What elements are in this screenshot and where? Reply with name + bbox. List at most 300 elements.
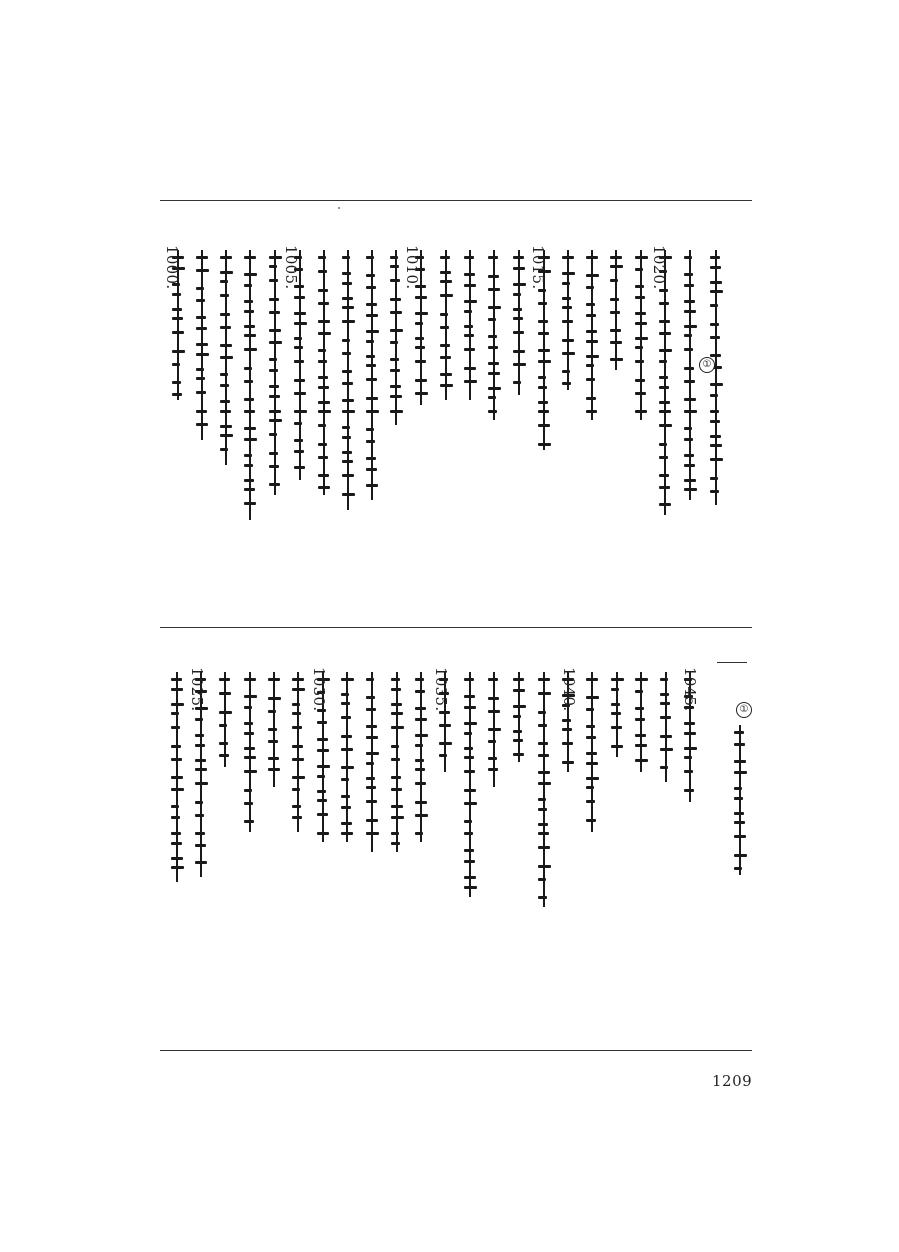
script-stroke xyxy=(513,283,526,286)
line-number-1015: 1015. xyxy=(529,245,547,290)
script-stroke xyxy=(659,349,672,352)
script-stroke xyxy=(538,896,547,899)
script-stroke xyxy=(171,776,183,779)
script-stroke xyxy=(196,256,208,259)
script-stroke xyxy=(391,788,402,791)
script-stroke xyxy=(538,846,550,849)
script-stroke xyxy=(342,282,352,285)
script-stroke xyxy=(710,290,723,293)
script-stroke xyxy=(684,380,695,383)
script-stroke xyxy=(635,346,643,349)
script-stroke xyxy=(538,823,548,826)
script-stroke xyxy=(659,424,672,427)
script-stroke xyxy=(220,313,230,316)
script-stroke xyxy=(294,466,305,469)
script-stroke xyxy=(488,710,500,713)
script-stroke xyxy=(366,762,374,765)
script-stroke xyxy=(635,678,648,681)
script-stroke xyxy=(684,273,693,276)
script-stroke xyxy=(220,356,233,359)
script-stroke xyxy=(734,812,744,815)
script-stroke xyxy=(294,360,304,363)
script-stroke xyxy=(318,332,331,335)
script-stroke xyxy=(586,762,598,765)
script-stroke xyxy=(318,424,326,427)
script-stroke xyxy=(586,678,598,681)
script-stroke xyxy=(195,861,207,864)
script-stroke xyxy=(586,330,597,333)
script-stroke xyxy=(172,331,184,334)
script-stroke xyxy=(734,743,745,746)
script-stroke xyxy=(366,678,374,681)
script-stroke xyxy=(734,797,743,800)
script-stroke xyxy=(684,427,692,430)
script-stroke xyxy=(660,702,670,705)
script-stroke xyxy=(684,479,696,482)
script-stroke xyxy=(659,320,670,323)
script-stroke xyxy=(513,363,526,366)
script-stroke xyxy=(196,377,205,380)
script-stroke xyxy=(635,707,644,710)
script-stroke xyxy=(464,300,477,303)
script-stroke xyxy=(244,398,254,401)
script-stroke xyxy=(513,705,526,708)
script-stroke xyxy=(538,678,550,681)
script-stroke xyxy=(244,367,252,370)
script-stroke xyxy=(366,708,376,711)
script-stroke xyxy=(342,370,352,373)
script-stroke xyxy=(390,311,402,314)
script-line-upper-14 xyxy=(487,250,501,420)
script-stroke xyxy=(317,738,328,741)
script-stroke xyxy=(292,726,302,729)
script-line-lower-21 xyxy=(659,672,673,782)
script-stroke xyxy=(195,759,206,762)
script-stroke xyxy=(342,352,351,355)
script-stroke xyxy=(415,337,424,340)
script-stroke xyxy=(269,419,282,422)
script-stroke xyxy=(366,428,374,431)
script-stroke xyxy=(488,410,497,413)
script-stroke xyxy=(488,740,496,743)
script-stem xyxy=(274,250,276,495)
script-stroke xyxy=(562,297,571,300)
script-stroke xyxy=(464,695,475,698)
script-stroke xyxy=(366,286,376,289)
script-stroke xyxy=(488,396,496,399)
script-stroke xyxy=(391,678,400,681)
script-stroke xyxy=(244,284,252,287)
script-stroke xyxy=(488,335,497,338)
script-stroke xyxy=(269,279,278,282)
script-stroke xyxy=(268,697,281,700)
script-stroke xyxy=(390,329,403,332)
script-stroke xyxy=(294,337,302,340)
script-stroke xyxy=(171,857,183,860)
script-stroke xyxy=(196,327,207,330)
script-stroke xyxy=(342,306,354,309)
script-stroke xyxy=(366,378,377,381)
script-line-lower-20 xyxy=(634,672,648,772)
script-stroke xyxy=(635,296,645,299)
script-stroke xyxy=(538,711,546,714)
script-stem xyxy=(395,250,397,425)
script-stroke xyxy=(488,678,498,681)
script-stroke xyxy=(710,323,719,326)
script-stroke xyxy=(195,718,203,721)
script-stroke xyxy=(513,350,525,353)
script-stroke xyxy=(488,372,500,375)
script-stroke xyxy=(415,707,426,710)
script-stroke xyxy=(538,332,549,335)
script-stroke xyxy=(294,379,305,382)
script-stroke xyxy=(391,712,403,715)
script-stroke xyxy=(684,410,697,413)
script-stroke xyxy=(586,314,596,317)
script-stroke xyxy=(464,273,475,276)
script-stroke xyxy=(538,376,546,379)
script-stroke xyxy=(366,303,377,306)
script-stroke xyxy=(488,256,498,259)
script-line-upper-8 xyxy=(341,250,355,510)
script-stroke xyxy=(710,410,719,413)
script-stroke xyxy=(415,782,426,785)
script-stroke xyxy=(586,378,595,381)
script-stroke xyxy=(488,275,499,278)
script-stroke xyxy=(294,439,303,442)
script-stroke xyxy=(464,678,474,681)
script-stroke xyxy=(366,314,378,317)
script-stroke xyxy=(318,376,328,379)
script-line-lower-14 xyxy=(487,672,501,787)
script-stroke xyxy=(586,777,599,780)
script-stroke xyxy=(538,808,547,811)
script-stroke xyxy=(415,718,427,721)
script-stroke xyxy=(391,816,404,819)
script-stroke xyxy=(464,756,474,759)
script-line-lower-4 xyxy=(243,672,257,832)
script-stroke xyxy=(292,703,300,706)
script-stroke xyxy=(318,474,329,477)
script-stroke xyxy=(513,331,524,334)
script-stroke xyxy=(659,376,668,379)
script-stroke xyxy=(220,425,232,428)
script-stroke xyxy=(464,325,473,328)
script-stroke xyxy=(734,771,747,774)
script-stroke xyxy=(684,310,696,313)
script-stroke xyxy=(366,696,375,699)
script-stroke xyxy=(586,410,597,413)
script-stroke xyxy=(366,468,377,471)
script-stroke xyxy=(196,353,209,356)
script-stroke xyxy=(342,436,351,439)
script-stroke xyxy=(244,732,254,735)
script-stroke xyxy=(415,296,427,299)
script-stroke xyxy=(562,742,573,745)
script-stroke xyxy=(660,766,668,769)
script-stroke xyxy=(341,748,353,751)
script-stroke xyxy=(171,758,182,761)
script-stroke xyxy=(366,340,374,343)
script-stroke xyxy=(171,832,181,835)
script-stroke xyxy=(196,343,208,346)
script-stroke xyxy=(734,760,746,763)
script-stroke xyxy=(684,789,694,792)
footnote-separator xyxy=(717,662,747,663)
script-stroke xyxy=(390,410,403,413)
script-stroke xyxy=(219,678,230,681)
script-stroke xyxy=(391,805,403,808)
script-stroke xyxy=(538,349,550,352)
script-stroke xyxy=(342,399,354,402)
script-stroke xyxy=(244,488,255,491)
script-stroke xyxy=(318,256,326,259)
script-stem xyxy=(518,250,520,395)
line-number-1010: 1010. xyxy=(403,245,421,290)
script-stroke xyxy=(220,373,228,376)
script-stroke xyxy=(366,832,379,835)
script-stroke xyxy=(390,298,401,301)
script-stroke xyxy=(244,789,252,792)
script-stroke xyxy=(538,320,548,323)
script-stroke xyxy=(660,693,669,696)
script-stroke xyxy=(464,706,476,709)
script-stroke xyxy=(684,256,692,259)
script-stroke xyxy=(366,330,379,333)
script-stroke xyxy=(341,766,354,769)
script-stroke xyxy=(366,274,375,277)
script-stroke xyxy=(586,708,594,711)
script-stroke xyxy=(684,770,693,773)
script-stroke xyxy=(244,380,253,383)
script-stroke xyxy=(464,256,474,259)
script-stroke xyxy=(292,678,304,681)
script-stroke xyxy=(342,451,352,454)
script-stroke xyxy=(391,776,401,779)
script-stroke xyxy=(318,320,330,323)
script-stroke xyxy=(538,878,546,881)
script-stroke xyxy=(391,703,402,706)
script-stroke xyxy=(195,782,208,785)
script-stroke xyxy=(464,310,472,313)
script-stroke xyxy=(586,274,599,277)
script-stroke xyxy=(659,443,667,446)
script-stroke xyxy=(464,832,473,835)
script-stroke xyxy=(415,346,425,349)
script-stroke xyxy=(659,332,671,335)
script-stroke xyxy=(513,678,524,681)
script-stroke xyxy=(220,256,232,259)
script-line-upper-22 xyxy=(683,250,697,500)
script-stroke xyxy=(415,832,423,835)
script-stroke xyxy=(318,360,327,363)
script-stroke xyxy=(635,759,648,762)
script-stroke xyxy=(684,367,694,370)
script-stroke xyxy=(464,860,475,863)
script-line-upper-17 xyxy=(561,250,575,390)
script-stroke xyxy=(586,696,599,699)
script-stroke xyxy=(269,369,278,372)
script-stroke xyxy=(269,358,277,361)
script-stroke xyxy=(171,816,180,819)
script-stroke xyxy=(464,802,477,805)
script-stroke xyxy=(710,490,719,493)
script-stroke xyxy=(562,339,574,342)
script-stroke xyxy=(586,800,595,803)
script-stroke xyxy=(317,775,325,778)
script-stroke xyxy=(269,256,282,259)
script-stroke xyxy=(734,867,742,870)
script-stroke xyxy=(269,298,279,301)
script-stroke xyxy=(464,789,476,792)
script-stroke xyxy=(341,806,351,809)
script-stroke xyxy=(171,726,180,729)
script-stroke xyxy=(172,350,185,353)
script-stroke xyxy=(659,401,670,404)
script-stroke xyxy=(292,788,300,791)
footnote-marker: ① xyxy=(736,702,752,718)
script-line-upper-13 xyxy=(463,250,477,400)
script-stroke xyxy=(659,410,671,413)
script-stroke xyxy=(464,367,476,370)
script-stroke xyxy=(317,721,327,724)
script-stroke xyxy=(464,876,476,879)
script-stroke xyxy=(586,355,599,358)
script-stroke xyxy=(294,312,306,315)
script-line-lower-15 xyxy=(512,672,526,762)
script-stroke xyxy=(317,790,326,793)
script-stroke xyxy=(684,348,693,351)
script-stroke xyxy=(390,256,398,259)
script-stroke xyxy=(317,799,327,802)
script-stroke xyxy=(659,456,668,459)
script-stroke xyxy=(196,316,206,319)
script-stroke xyxy=(390,341,398,344)
speck xyxy=(338,207,340,209)
script-stroke xyxy=(196,287,204,290)
script-stroke xyxy=(710,281,722,284)
script-stroke xyxy=(318,302,329,305)
script-stroke xyxy=(415,734,428,737)
script-stroke xyxy=(734,854,747,857)
script-stroke xyxy=(464,849,474,852)
script-stroke xyxy=(635,734,646,737)
script-stroke xyxy=(635,256,648,259)
script-stroke xyxy=(586,286,594,289)
script-stroke xyxy=(318,410,331,413)
script-stroke xyxy=(366,256,374,259)
script-stroke xyxy=(195,814,204,817)
script-line-upper-19 xyxy=(609,250,623,370)
script-stroke xyxy=(611,745,623,748)
script-stroke xyxy=(659,503,671,506)
script-stroke xyxy=(610,329,621,332)
script-stroke xyxy=(488,318,496,321)
script-stroke xyxy=(244,695,257,698)
line-number-1005: 1005. xyxy=(282,245,300,290)
script-stroke xyxy=(513,317,523,320)
script-stroke xyxy=(562,728,572,731)
script-stroke xyxy=(538,865,551,868)
script-stroke xyxy=(196,368,204,371)
script-line-upper-9 xyxy=(365,250,379,500)
script-stroke xyxy=(538,832,549,835)
script-stroke xyxy=(488,768,498,771)
script-stroke xyxy=(268,757,279,760)
script-stroke xyxy=(390,265,399,268)
script-stroke xyxy=(171,745,181,748)
script-line-upper-5 xyxy=(268,250,282,495)
script-stroke xyxy=(268,740,278,743)
script-stroke xyxy=(562,256,574,259)
script-stem xyxy=(297,672,299,832)
script-stroke xyxy=(710,336,720,339)
script-stroke xyxy=(244,820,254,823)
script-stroke xyxy=(294,410,307,413)
script-stroke xyxy=(734,821,745,824)
script-stroke xyxy=(710,477,718,480)
script-stroke xyxy=(538,771,550,774)
script-stroke xyxy=(610,311,620,314)
script-stroke xyxy=(586,736,596,739)
script-stroke xyxy=(635,337,648,340)
script-stroke xyxy=(660,735,672,738)
script-stroke xyxy=(710,458,723,461)
script-stroke xyxy=(342,474,354,477)
script-stroke xyxy=(219,711,232,714)
script-stroke xyxy=(538,401,548,404)
script-stroke xyxy=(294,322,307,325)
script-stroke xyxy=(244,310,254,313)
script-stroke xyxy=(244,300,253,303)
script-stroke xyxy=(220,280,228,283)
script-stroke xyxy=(269,410,281,413)
bottom-rule xyxy=(160,1050,752,1051)
script-stroke xyxy=(710,266,721,269)
script-line-lower-9 xyxy=(365,672,379,852)
script-stroke xyxy=(538,782,551,785)
script-stroke xyxy=(513,730,522,733)
script-stroke xyxy=(317,832,329,835)
script-stroke xyxy=(341,832,353,835)
script-stroke xyxy=(415,801,427,804)
script-stroke xyxy=(318,386,329,389)
script-stroke xyxy=(635,312,646,315)
script-stroke xyxy=(684,334,692,337)
script-line-lower-11 xyxy=(414,672,428,842)
script-stroke xyxy=(464,722,477,725)
script-stroke xyxy=(269,483,280,486)
script-stroke xyxy=(538,692,551,695)
script-stroke xyxy=(294,346,303,349)
script-stroke xyxy=(294,450,304,453)
script-stroke xyxy=(244,802,253,805)
script-stroke xyxy=(342,272,351,275)
script-stroke xyxy=(538,754,549,757)
script-stroke xyxy=(317,765,330,768)
line-number-1035: 1035. xyxy=(432,667,450,712)
script-stroke xyxy=(684,464,695,467)
script-stem xyxy=(689,250,691,500)
script-stroke xyxy=(611,703,620,706)
script-stroke xyxy=(220,344,232,347)
script-stroke xyxy=(611,678,624,681)
script-stroke xyxy=(341,735,352,738)
script-stroke xyxy=(710,394,718,397)
script-stroke xyxy=(586,725,595,728)
script-stroke xyxy=(366,800,377,803)
script-stroke xyxy=(562,272,575,275)
